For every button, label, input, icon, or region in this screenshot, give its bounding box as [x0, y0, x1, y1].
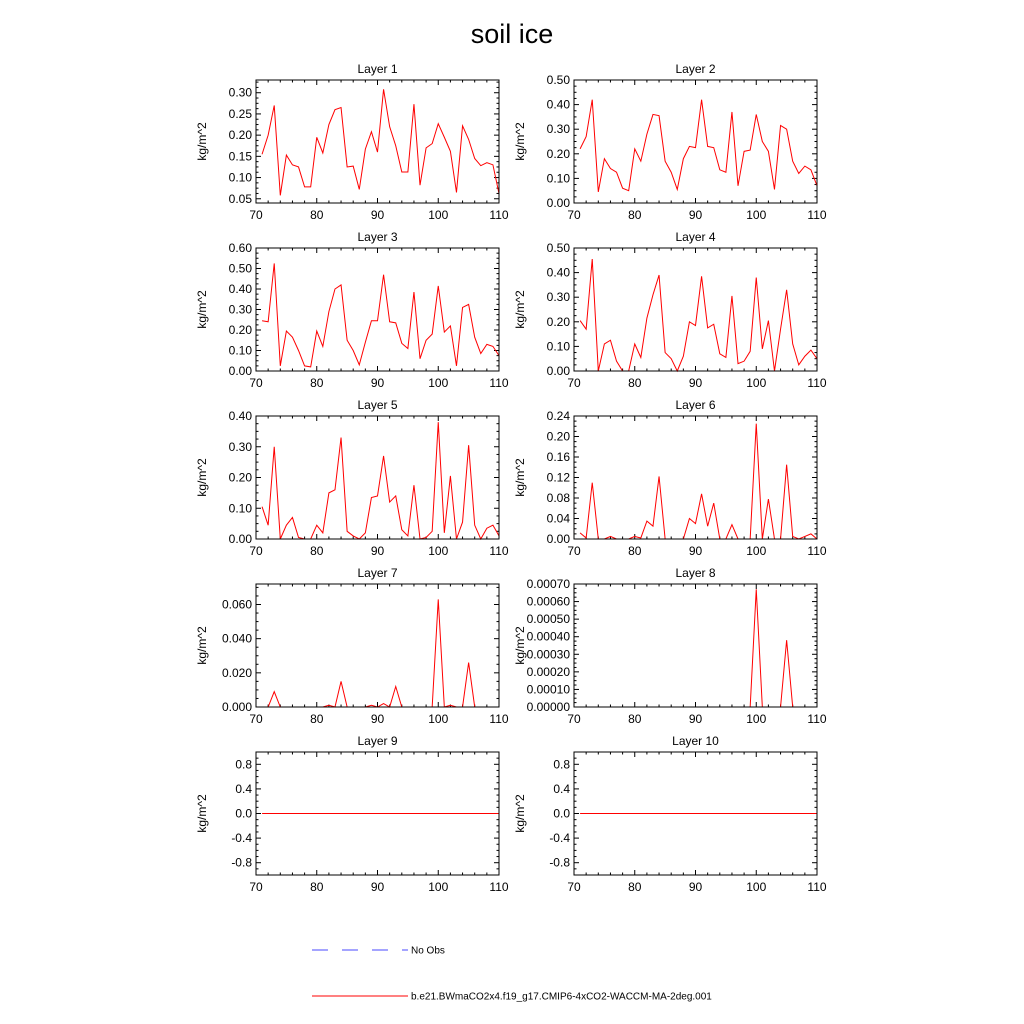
- plot-frame: [256, 584, 499, 707]
- x-tick-label: 100: [746, 544, 767, 558]
- x-tick-label: 110: [807, 208, 827, 222]
- y-tick-label: 0.00040: [526, 629, 570, 644]
- y-tick-label: 0.040: [221, 631, 252, 646]
- panel-title: Layer 5: [357, 398, 398, 412]
- y-tick-label: 0.10: [546, 339, 570, 354]
- y-tick-label: 0.00: [546, 196, 570, 210]
- y-tick-label: 0.60: [228, 241, 252, 255]
- panel-layer-5: [195, 398, 509, 558]
- x-tick-label: 70: [567, 376, 581, 390]
- x-tick-label: 80: [310, 544, 324, 558]
- y-tick-label: 0.25: [228, 106, 252, 121]
- y-tick-label: 0.10: [228, 170, 252, 185]
- y-tick-label: 0.50: [546, 73, 570, 87]
- chart-title: soil ice: [470, 19, 554, 49]
- panel-title: Layer 3: [357, 230, 398, 244]
- panel-layer-9: [195, 734, 509, 894]
- y-tick-label: 0.12: [546, 470, 570, 485]
- x-tick-label: 100: [746, 376, 767, 390]
- y-tick-label: 0.30: [228, 439, 252, 454]
- panel-layer-6: [513, 398, 827, 558]
- x-tick-label: 110: [807, 712, 827, 726]
- x-tick-label: 100: [428, 544, 449, 558]
- x-tick-label: 80: [310, 376, 324, 390]
- y-tick-label: 0.00000: [526, 700, 570, 714]
- y-axis-label: kg/m^2: [195, 458, 209, 497]
- y-tick-label: 0.020: [221, 665, 252, 680]
- y-tick-label: 0.24: [546, 409, 570, 423]
- y-axis-label: kg/m^2: [513, 290, 527, 329]
- y-tick-label: 0.40: [228, 409, 252, 423]
- y-tick-label: 0.20: [546, 314, 570, 329]
- plot-frame: [574, 248, 817, 371]
- y-tick-label: 0.4: [235, 781, 252, 796]
- y-tick-label: 0.060: [221, 597, 252, 612]
- y-tick-label: 0.40: [546, 265, 570, 280]
- panel-layer-10: [513, 734, 827, 894]
- x-tick-label: 90: [688, 208, 703, 222]
- y-tick-label: 0.20: [228, 470, 252, 485]
- y-tick-label: 0.30: [546, 290, 570, 305]
- x-tick-label: 110: [807, 880, 827, 894]
- y-tick-label: 0.30: [546, 122, 570, 137]
- series-line-1: [262, 263, 499, 367]
- y-tick-label: 0.16: [546, 450, 570, 464]
- x-tick-label: 70: [249, 880, 263, 894]
- panel-layer-7: [195, 566, 509, 726]
- y-tick-label: 0.00: [546, 364, 570, 378]
- x-tick-label: 110: [489, 544, 509, 558]
- y-axis-label: kg/m^2: [513, 794, 527, 833]
- series-line-1: [262, 599, 499, 707]
- x-tick-label: 90: [370, 544, 385, 558]
- x-tick-label: 110: [807, 376, 827, 390]
- y-tick-label: 0.000: [221, 700, 252, 714]
- legend-label-2: b.e21.BWmaCO2x4.f19_g17.CMIP6-4xCO2-WACCM-MA-2deg.001: [411, 991, 712, 1003]
- y-tick-label: 0.20: [228, 128, 252, 143]
- x-tick-label: 110: [489, 376, 509, 390]
- x-tick-label: 90: [370, 880, 385, 894]
- panel-title: Layer 10: [672, 734, 719, 748]
- plot-frame: [256, 80, 499, 203]
- y-tick-label: 0.00060: [526, 594, 570, 609]
- y-tick-label: -0.4: [549, 831, 570, 846]
- y-tick-label: 0.40: [546, 97, 570, 112]
- x-tick-label: 100: [428, 208, 449, 222]
- series-line-1: [262, 89, 499, 195]
- x-tick-label: 90: [370, 376, 385, 390]
- x-tick-label: 70: [249, 208, 263, 222]
- plot-frame: [574, 80, 817, 203]
- x-tick-label: 110: [489, 880, 509, 894]
- y-tick-label: 0.00: [546, 532, 570, 546]
- y-tick-label: 0.40: [228, 282, 252, 296]
- panel-title: Layer 7: [357, 566, 398, 580]
- y-tick-label: 0.00010: [526, 682, 570, 697]
- x-tick-label: 110: [489, 712, 509, 726]
- panel-title: Layer 1: [357, 62, 398, 76]
- x-tick-label: 110: [807, 544, 827, 558]
- y-tick-label: 0.00: [228, 364, 252, 378]
- x-tick-label: 80: [628, 712, 642, 726]
- x-tick-label: 70: [567, 544, 581, 558]
- y-axis-label: kg/m^2: [195, 290, 209, 329]
- panel-layer-4: [513, 230, 827, 390]
- y-axis-label: kg/m^2: [513, 122, 527, 161]
- y-tick-label: 0.15: [228, 149, 252, 164]
- y-tick-label: -0.8: [549, 855, 570, 870]
- y-tick-label: 0.30: [228, 85, 252, 100]
- legend: [312, 946, 712, 1003]
- y-axis-label: kg/m^2: [513, 626, 527, 665]
- y-tick-label: -0.8: [231, 855, 252, 870]
- x-tick-label: 80: [310, 208, 324, 222]
- x-tick-label: 100: [746, 712, 767, 726]
- y-tick-label: 0.00030: [526, 647, 570, 662]
- x-tick-label: 90: [688, 712, 703, 726]
- y-tick-label: 0.04: [546, 511, 570, 526]
- y-tick-label: 0.00: [228, 532, 252, 546]
- x-tick-label: 80: [628, 376, 642, 390]
- y-tick-label: 0.00050: [526, 612, 570, 627]
- plot-frame: [574, 584, 817, 707]
- x-tick-label: 90: [688, 544, 703, 558]
- series-line-1: [580, 259, 817, 371]
- x-tick-label: 90: [370, 208, 385, 222]
- x-tick-label: 90: [688, 376, 703, 390]
- series-line-1: [580, 589, 817, 707]
- y-tick-label: 0.4: [553, 781, 570, 796]
- x-tick-label: 70: [567, 208, 581, 222]
- x-tick-label: 90: [688, 880, 703, 894]
- y-tick-label: 0.30: [228, 302, 252, 317]
- y-tick-label: -0.4: [231, 831, 252, 846]
- y-tick-label: 0.00070: [526, 577, 570, 591]
- x-tick-label: 70: [567, 712, 581, 726]
- x-tick-label: 80: [628, 208, 642, 222]
- y-axis-label: kg/m^2: [195, 122, 209, 161]
- y-axis-label: kg/m^2: [195, 794, 209, 833]
- panel-layer-3: [195, 230, 509, 390]
- x-tick-label: 80: [310, 712, 324, 726]
- x-tick-label: 80: [628, 880, 642, 894]
- panel-layer-2: [513, 62, 827, 222]
- y-tick-label: 0.20: [546, 429, 570, 444]
- x-tick-label: 100: [746, 208, 767, 222]
- plot-frame: [574, 416, 817, 539]
- x-tick-label: 80: [310, 880, 324, 894]
- panel-grid: [195, 62, 827, 894]
- panel-title: Layer 8: [675, 566, 716, 580]
- x-tick-label: 100: [428, 376, 449, 390]
- y-tick-label: 0.8: [235, 757, 252, 772]
- y-tick-label: 0.05: [228, 191, 252, 206]
- y-tick-label: 0.10: [228, 343, 252, 358]
- x-tick-label: 100: [746, 880, 767, 894]
- panel-layer-8: [513, 566, 827, 726]
- y-axis-label: kg/m^2: [513, 458, 527, 497]
- x-tick-label: 70: [567, 880, 581, 894]
- y-tick-label: 0.50: [228, 261, 252, 276]
- y-tick-label: 0.0: [235, 806, 252, 821]
- y-tick-label: 0.50: [546, 241, 570, 255]
- x-tick-label: 70: [249, 712, 263, 726]
- y-tick-label: 0.8: [553, 757, 570, 772]
- panel-title: Layer 2: [675, 62, 716, 76]
- y-tick-label: 0.0: [553, 806, 570, 821]
- y-tick-label: 0.00020: [526, 664, 570, 679]
- x-tick-label: 70: [249, 376, 263, 390]
- panel-title: Layer 9: [357, 734, 398, 748]
- x-tick-label: 110: [489, 208, 509, 222]
- legend-label-1: No Obs: [411, 945, 445, 957]
- x-tick-label: 100: [428, 880, 449, 894]
- y-tick-label: 0.10: [228, 501, 252, 516]
- panel-layer-1: [195, 62, 509, 222]
- x-tick-label: 80: [628, 544, 642, 558]
- y-tick-label: 0.10: [546, 171, 570, 186]
- x-tick-label: 70: [249, 544, 263, 558]
- series-line-1: [262, 422, 499, 539]
- series-line-1: [580, 100, 817, 192]
- y-tick-label: 0.20: [228, 323, 252, 337]
- panel-title: Layer 4: [675, 230, 716, 244]
- y-tick-label: 0.20: [546, 146, 570, 161]
- y-tick-label: 0.08: [546, 491, 570, 505]
- panel-title: Layer 6: [675, 398, 716, 412]
- series-line-1: [580, 424, 817, 539]
- x-tick-label: 100: [428, 712, 449, 726]
- x-tick-label: 90: [370, 712, 385, 726]
- y-axis-label: kg/m^2: [195, 626, 209, 665]
